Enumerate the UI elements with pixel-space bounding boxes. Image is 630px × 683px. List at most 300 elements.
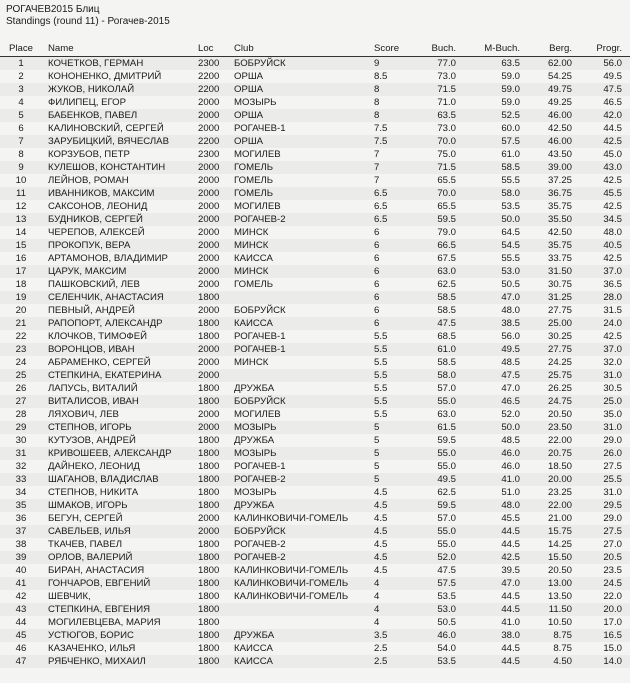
table-row: [0, 135, 630, 148]
table-row: [0, 148, 630, 161]
club-cell: МОЗЫРЬ: [234, 97, 277, 108]
club-cell: КАИССА: [234, 318, 273, 329]
buch-cell: 75.0: [437, 149, 456, 160]
loc-cell: 1800: [198, 617, 220, 628]
berg-cell: 42.50: [547, 227, 572, 238]
score-cell: 6: [374, 253, 380, 264]
place-cell: 23: [15, 344, 27, 355]
mbuch-cell: 44.5: [501, 591, 520, 602]
table-row: [0, 174, 630, 187]
score-cell: 5: [374, 461, 380, 472]
score-cell: 5.5: [374, 383, 388, 394]
loc-cell: 2000: [198, 266, 220, 277]
progr-cell: 47.5: [603, 84, 622, 95]
club-cell: КАИССА: [234, 643, 273, 654]
score-cell: 8.5: [374, 71, 388, 82]
loc-cell: 2000: [198, 227, 220, 238]
table-row: [0, 304, 630, 317]
mbuch-cell: 63.5: [501, 58, 520, 69]
club-cell: БОБРУЙСК: [234, 58, 286, 69]
buch-cell: 68.5: [437, 331, 456, 342]
club-cell: ГОМЕЛЬ: [234, 162, 274, 173]
berg-cell: 13.00: [547, 578, 572, 589]
loc-cell: 2000: [198, 409, 220, 420]
table-row: [0, 330, 630, 343]
mbuch-cell: 53.5: [501, 201, 520, 212]
berg-cell: 13.50: [547, 591, 572, 602]
name-cell: ФИЛИПЕЦ, ЕГОР: [48, 97, 127, 108]
mbuch-cell: 41.0: [501, 617, 520, 628]
buch-cell: 65.5: [437, 201, 456, 212]
place-cell: 15: [15, 240, 27, 251]
name-cell: ШЕВЧИК,: [48, 591, 91, 602]
name-cell: ИВАННИКОВ, МАКСИМ: [48, 188, 155, 199]
name-cell: ЛЯХОВИЧ, ЛЕВ: [48, 409, 119, 420]
berg-cell: 21.00: [547, 513, 572, 524]
table-row: [0, 486, 630, 499]
mbuch-cell: 48.5: [501, 435, 520, 446]
table-row: [0, 200, 630, 213]
table-row: [0, 460, 630, 473]
mbuch-cell: 56.0: [501, 331, 520, 342]
club-cell: ОРША: [234, 84, 264, 95]
club-cell: МИНСК: [234, 266, 269, 277]
berg-cell: 8.75: [553, 630, 572, 641]
standings-body: [0, 57, 630, 669]
name-cell: ВОРОНЦОВ, ИВАН: [48, 344, 135, 355]
buch-cell: 58.5: [437, 292, 456, 303]
buch-cell: 62.5: [437, 487, 456, 498]
berg-cell: 18.50: [547, 461, 572, 472]
column-header-berg: Berg.: [549, 43, 572, 54]
progr-cell: 42.5: [603, 253, 622, 264]
name-cell: КОРЗУБОВ, ПЕТР: [48, 149, 130, 160]
loc-cell: 2000: [198, 201, 220, 212]
loc-cell: 2000: [198, 370, 220, 381]
place-cell: 40: [15, 565, 27, 576]
name-cell: ПРОКОПУК, ВЕРА: [48, 240, 131, 251]
progr-cell: 14.0: [603, 656, 622, 667]
berg-cell: 26.25: [547, 383, 572, 394]
place-cell: 47: [15, 656, 27, 667]
club-cell: МОЗЫРЬ: [234, 448, 277, 459]
berg-cell: 30.75: [547, 279, 572, 290]
score-cell: 7: [374, 149, 380, 160]
loc-cell: 2000: [198, 188, 220, 199]
place-cell: 29: [15, 422, 27, 433]
progr-cell: 24.0: [603, 318, 622, 329]
name-cell: ГОНЧАРОВ, ЕВГЕНИЙ: [48, 578, 151, 589]
mbuch-cell: 58.0: [501, 188, 520, 199]
mbuch-cell: 48.0: [501, 500, 520, 511]
table-row: [0, 239, 630, 252]
loc-cell: 1800: [198, 591, 220, 602]
mbuch-cell: 61.0: [501, 149, 520, 160]
place-cell: 22: [15, 331, 27, 342]
name-cell: ПЕВНЫЙ, АНДРЕЙ: [48, 305, 135, 316]
club-cell: КАЛИНКОВИЧИ-ГОМЕЛЬ: [234, 591, 349, 602]
standings-table: [0, 42, 630, 668]
buch-cell: 59.5: [437, 214, 456, 225]
berg-cell: 15.75: [547, 526, 572, 537]
place-cell: 27: [15, 396, 27, 407]
buch-cell: 57.0: [437, 383, 456, 394]
score-cell: 6: [374, 318, 380, 329]
berg-cell: 23.50: [547, 422, 572, 433]
score-cell: 5: [374, 422, 380, 433]
loc-cell: 2200: [198, 84, 220, 95]
table-row: [0, 538, 630, 551]
name-cell: ЗАРУБИЦКИЙ, ВЯЧЕСЛАВ: [48, 136, 169, 147]
berg-cell: 35.50: [547, 214, 572, 225]
buch-cell: 57.5: [437, 578, 456, 589]
progr-cell: 27.5: [603, 526, 622, 537]
score-cell: 8: [374, 84, 380, 95]
name-cell: СТЕПКИНА, ЕВГЕНИЯ: [48, 604, 151, 615]
name-cell: РЯБЧЕНКО, МИХАИЛ: [48, 656, 146, 667]
progr-cell: 20.5: [603, 552, 622, 563]
progr-cell: 24.5: [603, 578, 622, 589]
mbuch-cell: 57.5: [501, 136, 520, 147]
score-cell: 8: [374, 110, 380, 121]
loc-cell: 2000: [198, 357, 220, 368]
score-cell: 7: [374, 162, 380, 173]
place-cell: 31: [15, 448, 27, 459]
buch-cell: 73.0: [437, 71, 456, 82]
progr-cell: 25.0: [603, 396, 622, 407]
score-cell: 7.5: [374, 123, 388, 134]
mbuch-cell: 47.0: [501, 292, 520, 303]
name-cell: КЛОЧКОВ, ТИМОФЕЙ: [48, 331, 148, 342]
mbuch-cell: 60.0: [501, 123, 520, 134]
progr-cell: 42.5: [603, 331, 622, 342]
club-cell: РОГАЧЕВ-2: [234, 552, 286, 563]
name-cell: КОНОНЕНКО, ДМИТРИЙ: [48, 71, 162, 82]
progr-cell: 25.5: [603, 474, 622, 485]
progr-cell: 28.0: [603, 292, 622, 303]
loc-cell: 2000: [198, 162, 220, 173]
club-cell: КАИССА: [234, 656, 273, 667]
table-row: [0, 226, 630, 239]
berg-cell: 46.00: [547, 136, 572, 147]
mbuch-cell: 59.0: [501, 71, 520, 82]
table-row: [0, 434, 630, 447]
buch-cell: 67.5: [437, 253, 456, 264]
table-row: [0, 57, 630, 71]
name-cell: МОГИЛЕВЦЕВА, МАРИЯ: [48, 617, 161, 628]
mbuch-cell: 46.0: [501, 448, 520, 459]
berg-cell: 27.75: [547, 344, 572, 355]
score-cell: 3.5: [374, 630, 388, 641]
berg-cell: 20.00: [547, 474, 572, 485]
loc-cell: 1800: [198, 552, 220, 563]
score-cell: 4.5: [374, 513, 388, 524]
place-cell: 44: [15, 617, 27, 628]
score-cell: 6: [374, 266, 380, 277]
table-row: [0, 408, 630, 421]
berg-cell: 27.75: [547, 305, 572, 316]
score-cell: 4: [374, 591, 380, 602]
loc-cell: 1800: [198, 435, 220, 446]
club-cell: МОГИЛЕВ: [234, 149, 281, 160]
buch-cell: 59.5: [437, 435, 456, 446]
mbuch-cell: 52.0: [501, 409, 520, 420]
column-header-place: Place: [9, 43, 33, 54]
column-header-progr: Progr.: [596, 43, 622, 54]
name-cell: БУДНИКОВ, СЕРГЕЙ: [48, 214, 143, 225]
progr-cell: 37.0: [603, 344, 622, 355]
place-cell: 28: [15, 409, 27, 420]
buch-cell: 73.0: [437, 123, 456, 134]
club-cell: РОГАЧЕВ-2: [234, 214, 286, 225]
loc-cell: 2000: [198, 110, 220, 121]
progr-cell: 31.5: [603, 305, 622, 316]
berg-cell: 35.75: [547, 240, 572, 251]
buch-cell: 77.0: [437, 58, 456, 69]
name-cell: ЛЕЙНОВ, РОМАН: [48, 175, 129, 186]
score-cell: 6.5: [374, 201, 388, 212]
mbuch-cell: 45.5: [501, 513, 520, 524]
name-cell: БАБЕНКОВ, ПАВЕЛ: [48, 110, 138, 121]
name-cell: ЛАПУСЬ, ВИТАЛИЙ: [48, 383, 138, 394]
score-cell: 2.5: [374, 643, 388, 654]
berg-cell: 25.00: [547, 318, 572, 329]
progr-cell: 31.0: [603, 370, 622, 381]
table-row: [0, 161, 630, 174]
name-cell: СТЕПНОВ, ИГОРЬ: [48, 422, 132, 433]
mbuch-cell: 47.0: [501, 578, 520, 589]
club-cell: ДРУЖБА: [234, 435, 275, 446]
table-row: [0, 382, 630, 395]
buch-cell: 61.5: [437, 422, 456, 433]
score-cell: 5: [374, 474, 380, 485]
loc-cell: 2200: [198, 136, 220, 147]
mbuch-cell: 64.5: [501, 227, 520, 238]
name-cell: БИРАН, АНАСТАСИЯ: [48, 565, 145, 576]
loc-cell: 1800: [198, 292, 220, 303]
table-row: [0, 629, 630, 642]
score-cell: 6: [374, 227, 380, 238]
mbuch-cell: 38.5: [501, 318, 520, 329]
berg-cell: 54.25: [547, 71, 572, 82]
progr-cell: 40.5: [603, 240, 622, 251]
score-cell: 7: [374, 175, 380, 186]
place-cell: 5: [18, 110, 24, 121]
progr-cell: 48.0: [603, 227, 622, 238]
loc-cell: 1800: [198, 383, 220, 394]
name-cell: КАЛИНОВСКИЙ, СЕРГЕЙ: [48, 123, 164, 134]
loc-cell: 1800: [198, 461, 220, 472]
loc-cell: 2000: [198, 279, 220, 290]
mbuch-cell: 44.5: [501, 604, 520, 615]
name-cell: ОРЛОВ, ВАЛЕРИЙ: [48, 552, 133, 563]
place-cell: 9: [18, 162, 24, 173]
score-cell: 5: [374, 448, 380, 459]
mbuch-cell: 47.5: [501, 370, 520, 381]
club-cell: МОГИЛЕВ: [234, 409, 281, 420]
berg-cell: 20.50: [547, 409, 572, 420]
mbuch-cell: 39.5: [501, 565, 520, 576]
progr-cell: 31.0: [603, 422, 622, 433]
progr-cell: 35.0: [603, 409, 622, 420]
place-cell: 26: [15, 383, 27, 394]
club-cell: ОРША: [234, 110, 264, 121]
club-cell: КАЛИНКОВИЧИ-ГОМЕЛЬ: [234, 578, 349, 589]
mbuch-cell: 59.0: [501, 97, 520, 108]
buch-cell: 47.5: [437, 318, 456, 329]
berg-cell: 20.75: [547, 448, 572, 459]
mbuch-cell: 49.5: [501, 344, 520, 355]
progr-cell: 34.5: [603, 214, 622, 225]
progr-cell: 49.5: [603, 71, 622, 82]
berg-cell: 33.75: [547, 253, 572, 264]
table-row: [0, 551, 630, 564]
score-cell: 6: [374, 305, 380, 316]
progr-cell: 15.0: [603, 643, 622, 654]
score-cell: 5.5: [374, 409, 388, 420]
progr-cell: 29.0: [603, 435, 622, 446]
loc-cell: 1800: [198, 448, 220, 459]
name-cell: ЧЕРЕПОВ, АЛЕКСЕЙ: [48, 227, 145, 238]
progr-cell: 30.5: [603, 383, 622, 394]
progr-cell: 42.5: [603, 136, 622, 147]
place-cell: 18: [15, 279, 27, 290]
buch-cell: 54.0: [437, 643, 456, 654]
place-cell: 16: [15, 253, 27, 264]
club-cell: МОЗЫРЬ: [234, 422, 277, 433]
berg-cell: 10.50: [547, 617, 572, 628]
name-cell: СЕЛЕНЧИК, АНАСТАСИЯ: [48, 292, 164, 303]
name-cell: ЖУКОВ, НИКОЛАЙ: [48, 84, 135, 95]
score-cell: 8: [374, 97, 380, 108]
place-cell: 25: [15, 370, 27, 381]
club-cell: РОГАЧЕВ-1: [234, 123, 286, 134]
progr-cell: 42.5: [603, 175, 622, 186]
berg-cell: 23.25: [547, 487, 572, 498]
progr-cell: 29.0: [603, 513, 622, 524]
loc-cell: 1800: [198, 656, 220, 667]
club-cell: [234, 291, 374, 304]
place-cell: 21: [15, 318, 27, 329]
club-cell: ОРША: [234, 136, 264, 147]
loc-cell: 1800: [198, 500, 220, 511]
berg-cell: 62.00: [547, 58, 572, 69]
loc-cell: 1800: [198, 643, 220, 654]
berg-cell: 39.00: [547, 162, 572, 173]
mbuch-cell: 46.5: [501, 396, 520, 407]
berg-cell: 37.25: [547, 175, 572, 186]
score-cell: 5.5: [374, 344, 388, 355]
column-header-score: Score: [374, 43, 400, 54]
name-cell: САКСОНОВ, ЛЕОНИД: [48, 201, 148, 212]
tournament-subtitle: Standings (round 11) - Рогачев-2015: [6, 16, 170, 27]
mbuch-cell: 55.5: [501, 175, 520, 186]
progr-cell: 36.5: [603, 279, 622, 290]
name-cell: КРИВОШЕЕВ, АЛЕКСАНДР: [48, 448, 172, 459]
progr-cell: 37.0: [603, 266, 622, 277]
buch-cell: 55.0: [437, 461, 456, 472]
club-cell: МИНСК: [234, 227, 269, 238]
place-cell: 7: [18, 136, 24, 147]
name-cell: ДАЙНЕКО, ЛЕОНИД: [48, 461, 140, 472]
buch-cell: 62.5: [437, 279, 456, 290]
mbuch-cell: 50.0: [501, 214, 520, 225]
score-cell: 4: [374, 617, 380, 628]
column-header-buch: Buch.: [431, 43, 456, 54]
progr-cell: 44.5: [603, 123, 622, 134]
loc-cell: 2200: [198, 71, 220, 82]
score-cell: 4: [374, 604, 380, 615]
mbuch-cell: 59.0: [501, 84, 520, 95]
progr-cell: 26.0: [603, 448, 622, 459]
buch-cell: 70.0: [437, 136, 456, 147]
berg-cell: 15.50: [547, 552, 572, 563]
name-cell: ПАШКОВСКИЙ, ЛЕВ: [48, 279, 140, 290]
club-cell: МОЗЫРЬ: [234, 487, 277, 498]
progr-cell: 27.5: [603, 461, 622, 472]
place-cell: 42: [15, 591, 27, 602]
berg-cell: 31.50: [547, 266, 572, 277]
place-cell: 34: [15, 487, 27, 498]
buch-cell: 66.5: [437, 240, 456, 251]
berg-cell: 35.75: [547, 201, 572, 212]
table-row: [0, 564, 630, 577]
club-cell: ОРША: [234, 71, 264, 82]
table-row: [0, 213, 630, 226]
table-row: [0, 499, 630, 512]
progr-cell: 17.0: [603, 617, 622, 628]
berg-cell: 8.75: [553, 643, 572, 654]
progr-cell: 42.0: [603, 110, 622, 121]
mbuch-cell: 44.5: [501, 643, 520, 654]
table-row: [0, 421, 630, 434]
buch-cell: 55.0: [437, 526, 456, 537]
score-cell: 7.5: [374, 136, 388, 147]
place-cell: 3: [18, 84, 24, 95]
score-cell: 6.5: [374, 214, 388, 225]
score-cell: 6: [374, 292, 380, 303]
table-row: [0, 616, 630, 629]
progr-cell: 22.0: [603, 591, 622, 602]
mbuch-cell: 44.5: [501, 656, 520, 667]
score-cell: 4: [374, 578, 380, 589]
name-cell: КАЗАЧЕНКО, ИЛЬЯ: [48, 643, 136, 654]
mbuch-cell: 38.0: [501, 630, 520, 641]
mbuch-cell: 55.5: [501, 253, 520, 264]
berg-cell: 4.50: [553, 656, 572, 667]
club-cell: КАЛИНКОВИЧИ-ГОМЕЛЬ: [234, 513, 349, 524]
place-cell: 35: [15, 500, 27, 511]
club-cell: ГОМЕЛЬ: [234, 279, 274, 290]
progr-cell: 56.0: [603, 58, 622, 69]
progr-cell: 45.5: [603, 188, 622, 199]
name-cell: КУЛЕШОВ, КОНСТАНТИН: [48, 162, 166, 173]
progr-cell: 31.0: [603, 487, 622, 498]
score-cell: 6: [374, 240, 380, 251]
mbuch-cell: 44.5: [501, 526, 520, 537]
mbuch-cell: 51.0: [501, 487, 520, 498]
berg-cell: 25.75: [547, 370, 572, 381]
table-row: [0, 447, 630, 460]
buch-cell: 63.5: [437, 110, 456, 121]
berg-cell: 24.25: [547, 357, 572, 368]
place-cell: 10: [15, 175, 27, 186]
name-cell: АРТАМОНОВ, ВЛАДИМИР: [48, 253, 168, 264]
buch-cell: 65.5: [437, 175, 456, 186]
club-cell: БОБРУЙСК: [234, 396, 286, 407]
buch-cell: 79.0: [437, 227, 456, 238]
score-cell: 4.5: [374, 552, 388, 563]
